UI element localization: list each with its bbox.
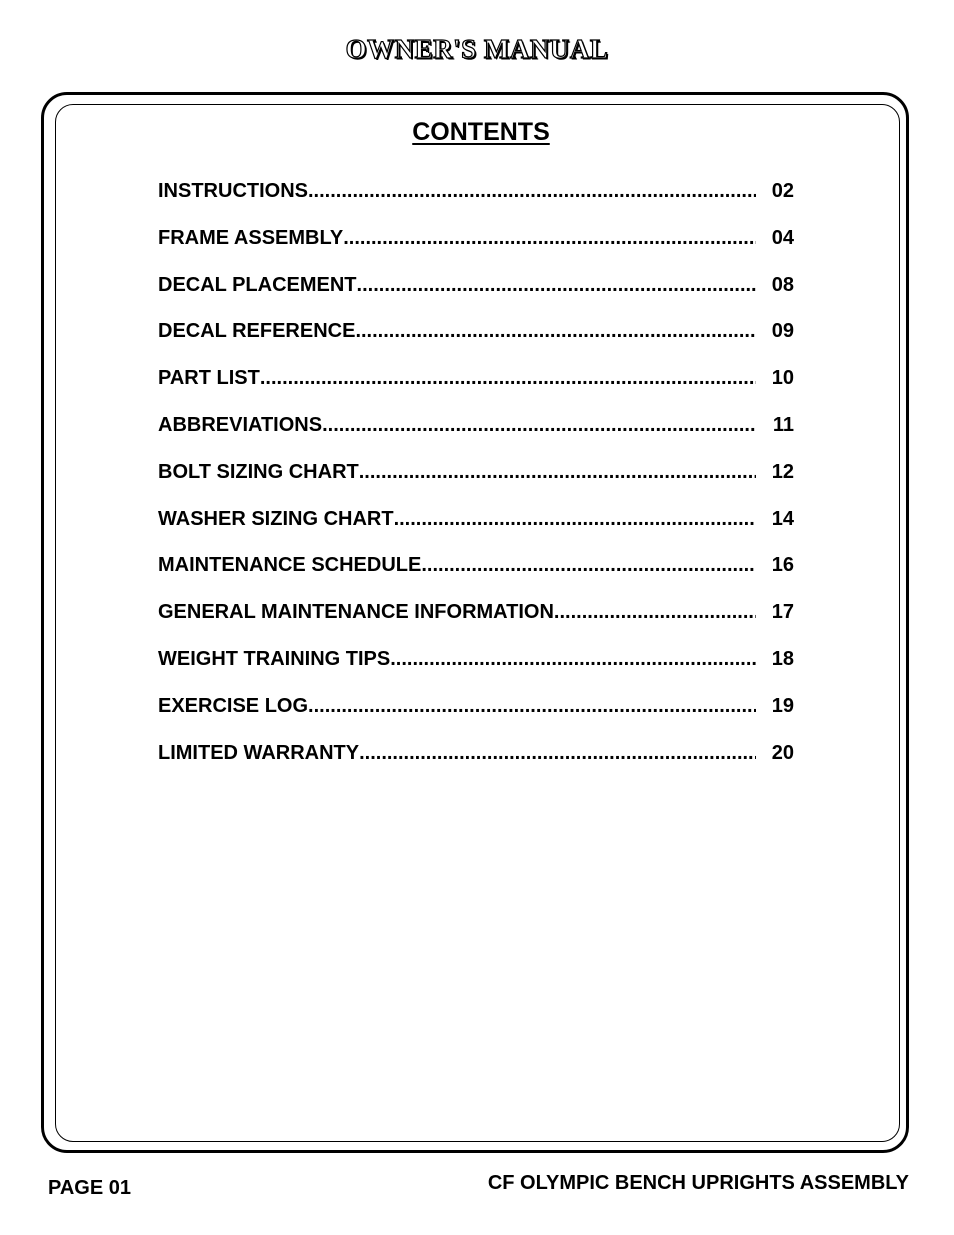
toc-entry-frame-assembly[interactable] [158,227,794,274]
toc-entry-label: LIMITED WARRANTY [158,741,360,764]
toc-entry-page: 08 [771,273,794,296]
toc-entry-page: 19 [771,694,794,717]
dot-leader [357,274,756,297]
toc-entry-bolt-sizing-chart[interactable] [158,461,794,508]
dot-leader [359,461,756,484]
toc-entry-label: ABBREVIATIONS [158,413,323,436]
toc-entry-page: 11 [772,413,794,436]
toc-entry-washer-sizing-chart[interactable] [158,508,794,555]
toc-entry-abbreviations[interactable] [158,414,794,461]
toc-entry-page: 09 [771,320,794,343]
toc-entry-page: 18 [771,647,794,670]
dot-leader [343,227,756,250]
dot-leader [355,320,756,343]
toc-entry-part-list[interactable] [158,367,794,414]
toc-entry-maintenance-schedule[interactable] [158,554,794,601]
toc-entry-label: EXERCISE LOG [158,694,309,717]
toc-entry-label: PART LIST [158,367,260,390]
toc-entry-label: MAINTENANCE SCHEDULE [158,554,422,577]
toc-entry-limited-warranty[interactable] [158,742,794,789]
toc-entry-decal-reference[interactable] [158,320,794,367]
dot-leader [421,554,756,577]
toc-entry-page: 04 [771,226,794,249]
footer-document-title: CF OLYMPIC BENCH UPRIGHTS ASSEMBLY [487,1172,909,1194]
toc-entry-label: INSTRUCTIONS [158,180,308,202]
dot-leader [390,648,756,671]
contents-heading: CONTENTS [412,118,550,146]
toc-entry-label: BOLT SIZING CHART [158,460,359,483]
toc-entry-page: 20 [771,741,794,764]
toc-entry-general-maintenance-information[interactable] [158,601,794,648]
toc-entry-instructions[interactable] [158,180,794,227]
dot-leader [554,601,756,624]
toc-entry-decal-placement[interactable] [158,274,794,321]
toc-entry-page: 17 [771,601,794,624]
toc-entry-label: GENERAL MAINTENANCE INFORMATION [158,601,554,624]
manual-title: OWNER'S MANUAL [345,34,609,64]
toc-entry-page: 02 [771,180,794,202]
dot-leader [260,367,756,390]
footer-page-number: PAGE 01 [48,1177,131,1199]
toc-entry-page: 16 [771,554,794,577]
toc-entry-label: DECAL REFERENCE [158,320,356,343]
toc-entry-page: 10 [771,367,794,390]
toc-entry-label: DECAL PLACEMENT [158,273,357,296]
toc-entry-label: WEIGHT TRAINING TIPS [158,647,391,670]
dot-leader [394,508,756,531]
dot-leader [322,414,756,437]
dot-leader [359,742,756,765]
toc-entry-page: 14 [771,507,794,530]
table-of-contents [158,180,794,788]
toc-entry-label: WASHER SIZING CHART [158,507,394,530]
dot-leader [308,180,756,203]
toc-entry-label: FRAME ASSEMBLY [158,226,344,249]
dot-leader [308,695,756,718]
toc-entry-weight-training-tips[interactable] [158,648,794,695]
toc-entry-exercise-log[interactable] [158,695,794,742]
toc-entry-page: 12 [771,460,794,483]
